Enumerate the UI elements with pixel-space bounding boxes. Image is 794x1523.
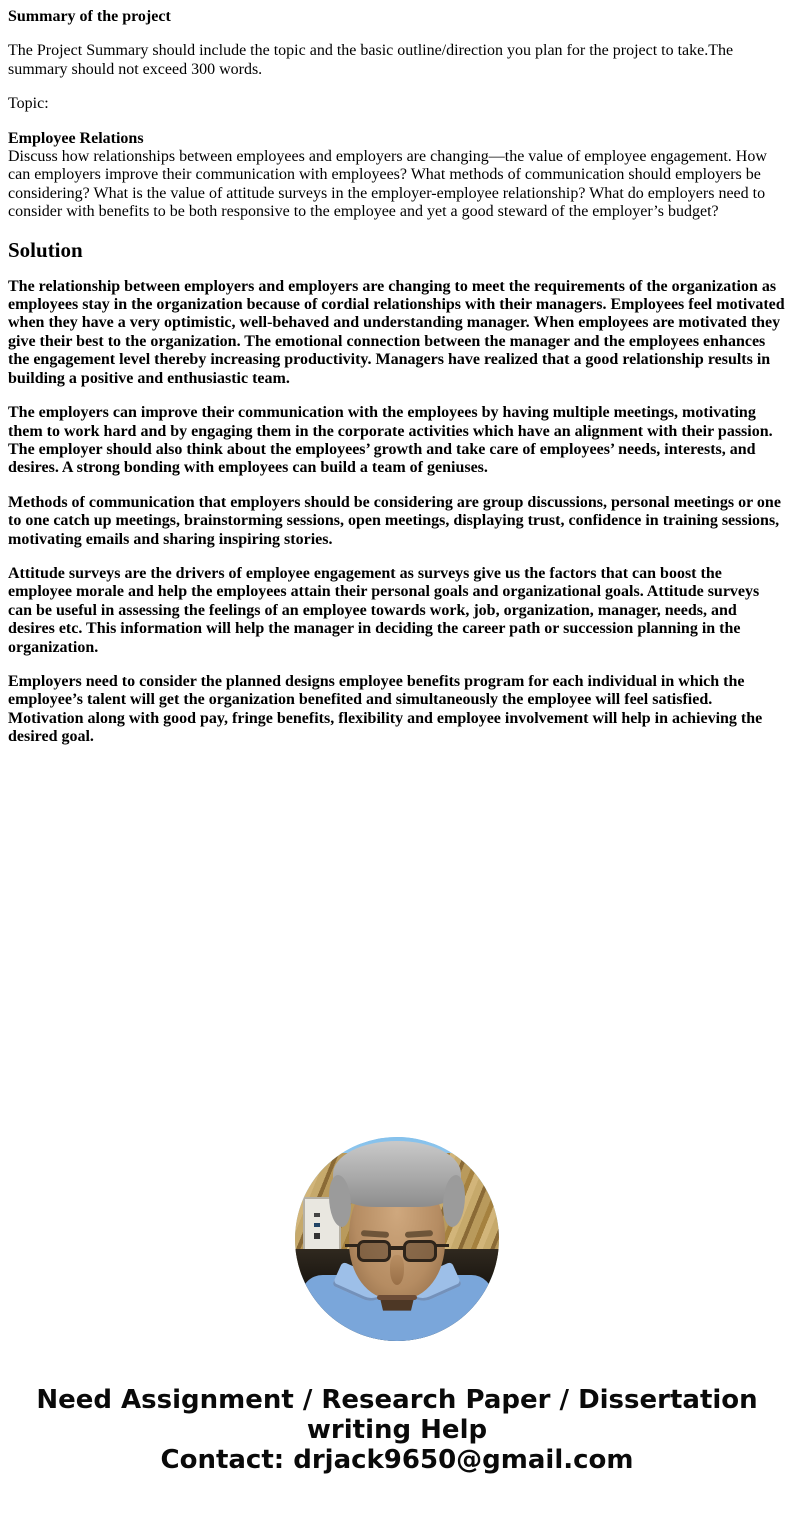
avatar-eyebrow-left: [361, 1230, 389, 1238]
topic-label: Topic:: [8, 95, 49, 113]
avatar-glasses-bridge: [390, 1246, 404, 1250]
solution-paragraph: Methods of communication that employers should be considering are group discussions, personal meetings or one to one catch up meetings, brainstorming sessions, open meetings, displaying trust, confidence in training sessions, motivating emails and sharing inspiring stories.: [8, 493, 781, 548]
solution-paragraph: The employers can improve their communication with the employees by having multiple meetings, motivating them to work hard and by engaging them in the corporate activities which have an alignment with their passion. The employer should also think about the employees’ growth and take care of employees’ needs, interests, and desires. A strong bonding with employees can build a team of geniuses.: [8, 404, 773, 477]
document-body: [0, 0, 794, 747]
avatar-glasses-temple-right: [435, 1244, 449, 1247]
tutor-avatar: [295, 1137, 499, 1341]
footer-line-1: Need Assignment / Research Paper / Dissertation: [36, 1384, 758, 1415]
topic-heading: Employee Relations: [8, 129, 144, 147]
solution-paragraph: The relationship between employers and employers are changing to meet the requirements of the organization as employees stay in the organization because of cordial relationships with their managers. Employees feel motivated when they have a very optimistic, well-behaved and understanding manager. When employees are motivated they give their best to the organization. The emotional connection between the manager and the employees enhances the engagement level thereby increasing productivity. Managers have realized that a good relationship results in building a positive and enthusiastic team.: [8, 277, 785, 387]
topic-question: Discuss how relationships between employees and employers are changing—the value of employee engagement. How can employers improve their communication with employees? What methods of communication should employers be considering? What is the value of attitude surveys in the employer-employee relationship? What do employers need to consider with benefits to be both responsive to the employee and yet a good steward of the employer’s budget?: [8, 148, 767, 221]
solution-paragraph: Employers need to consider the planned designs employee benefits program for each individual in which the employee’s talent will get the organization benefited and simultaneously the employee will feel satisfied. Motivation along with good pay, fringe benefits, flexibility and employee involvement will help in achieving the desired goal.: [8, 672, 763, 746]
avatar-hair: [333, 1141, 461, 1207]
avatar-glasses-right-lens: [403, 1240, 437, 1262]
solution-paragraph: Attitude surveys are the drivers of employee engagement as surveys give us the factors that can boost the employee morale and help the employees attain their personal goals and organizational goals. Attitude surveys can be useful in assessing the feelings of an employee towards work, job, organization, manager, needs, and desires etc. This information will help the manager in deciding the career path or succession planning in the organization.: [8, 564, 760, 656]
footer-line-2: writing Help: [306, 1414, 488, 1445]
avatar-container: [0, 1137, 794, 1341]
page-title: Summary of the project: [8, 8, 171, 25]
solution-heading: Solution: [8, 237, 83, 262]
topic-block: [8, 130, 786, 222]
intro-paragraph: The Project Summary should include the topic and the basic outline/direction you plan for the project to take.The summary should not exceed 300 words.: [8, 42, 734, 78]
avatar-glasses-temple-left: [345, 1244, 359, 1247]
footer-contact-email: Contact: drjack9650@gmail.com: [160, 1444, 634, 1475]
avatar-nose: [390, 1255, 404, 1285]
footer-banner: [0, 1385, 794, 1475]
avatar-mouth: [377, 1295, 417, 1300]
avatar-glasses-left-lens: [357, 1240, 391, 1262]
